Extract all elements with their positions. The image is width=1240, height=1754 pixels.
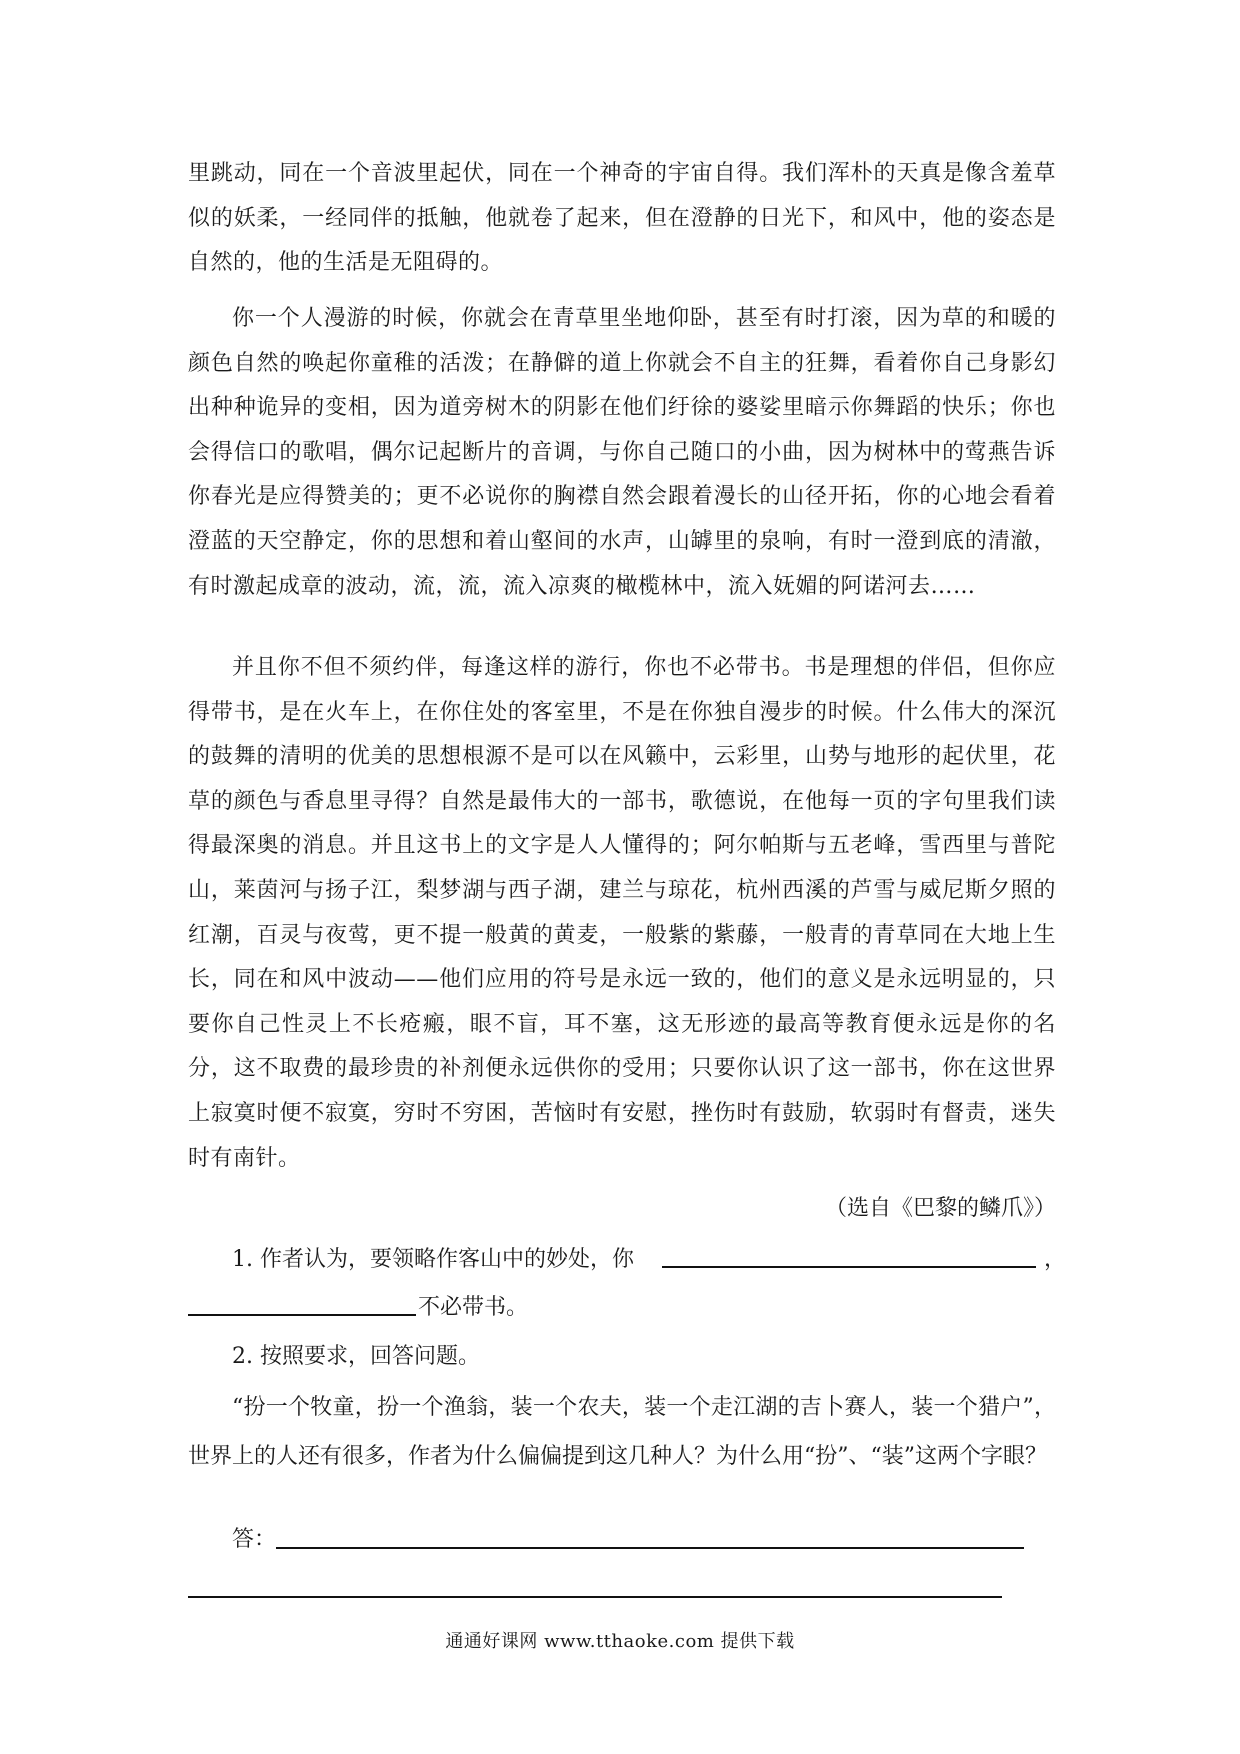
question-2-body: “扮一个牧童，扮一个渔翁，装一个农夫，装一个走江湖的吉卜赛人，装一个猎户”，世界上的人还有很多，作者为什么偏偏提到这几种人？为什么用“扮”、“装”这两个字眼？ [188,1395,1056,1469]
question-1-blank-1[interactable] [662,1266,1036,1268]
question-1-blank-2[interactable] [188,1314,416,1316]
paragraph-text: 你一个人漫游的时候，你就会在青草里坐地仰卧，甚至有时打滚，因为草的和暖的颜色自然的唤起你童稚的活泼；在静僻的道上你就会不自主的狂舞，看着你自己身影幻出种种诡异的变相，因为道旁树木的阴影在他们纡徐的婆娑里暗示你舞蹈的快乐；你也会得信口的歌唱，偶尔记起断片的音调，与你自己随口的小曲，因为树林中的莺燕告诉你春光是应得赞美的；更不必说你的胸襟自然会跟着漫长的山径开拓，你的心地会看着澄蓝的天空静定，你的思想和着山壑间的水声，山罅里的泉响，有时一澄到底的清澈，有时激起成章的波动，流，流，流入凉爽的橄榄林中，流入妩媚的阿诺河去…… [188,306,1056,599]
question-2-title: 2. 按照要求，回答问题。 [232,1344,480,1369]
paragraph-3 [188,646,1056,1181]
paragraph-text: 并且你不但不须约伴，每逢这样的游行，你也不必带书。书是理想的伴侣，但你应得带书，是在火车上，在你住处的客室里，不是在你独自漫步的时候。什么伟大的深沉的鼓舞的清明的优美的思想根源不是可以在风籁中，云彩里，山势与地形的起伏里，花草的颜色与香息里寻得？自然是最伟大的一部书，歌德说，在他每一页的字句里我们读得最深奥的消息。并且这书上的文字是人人懂得的；阿尔帕斯与五老峰，雪西里与普陀山，莱茵河与扬子江，梨梦湖与西子湖，建兰与琼花，杭州西溪的芦雪与威尼斯夕照的红潮，百灵与夜莺，更不提一般黄的黄麦，一般紫的紫藤，一般青的青草同在大地上生长，同在和风中波动——他们应用的符号是永远一致的，他们的意义是永远明显的，只要你自己性灵上不长疮瘢，眼不盲，耳不塞，这无形迹的最高等教育便永远是你的名分，这不取费的最珍贵的补剂便永远供你的受用；只要你认识了这一部书，你在这世界上寂寞时便不寂寞，穷时不穷困，苦恼时有安慰，挫伤时有鼓励，软弱时有督责，迷失时有南针。 [188,655,1056,1171]
paragraph-1 [188,152,1056,286]
question-1-suffix: 不必带书。 [418,1295,529,1320]
paragraph-2 [188,297,1056,609]
page-footer: 通通好课网 www.tthaoke.com 提供下载 [445,1631,795,1652]
answer-line-1[interactable] [276,1547,1024,1549]
source-citation: （选自《巴黎的鳞爪》） [824,1196,1056,1221]
question-1-comma: ， [1044,1247,1067,1272]
answer-label: 答： [232,1527,277,1552]
question-1-prefix: 1. 作者认为，要领略作客山中的妙处，你 [232,1247,634,1272]
paragraph-text: 里跳动，同在一个音波里起伏，同在一个神奇的宇宙自得。我们浑朴的天真是像含羞草似的妖柔，一经同伴的抵触，他就卷了起来，但在澄静的日光下，和风中，他的姿态是自然的，他的生活是无阻碍的。 [188,161,1056,276]
answer-line-2[interactable] [188,1596,1002,1598]
